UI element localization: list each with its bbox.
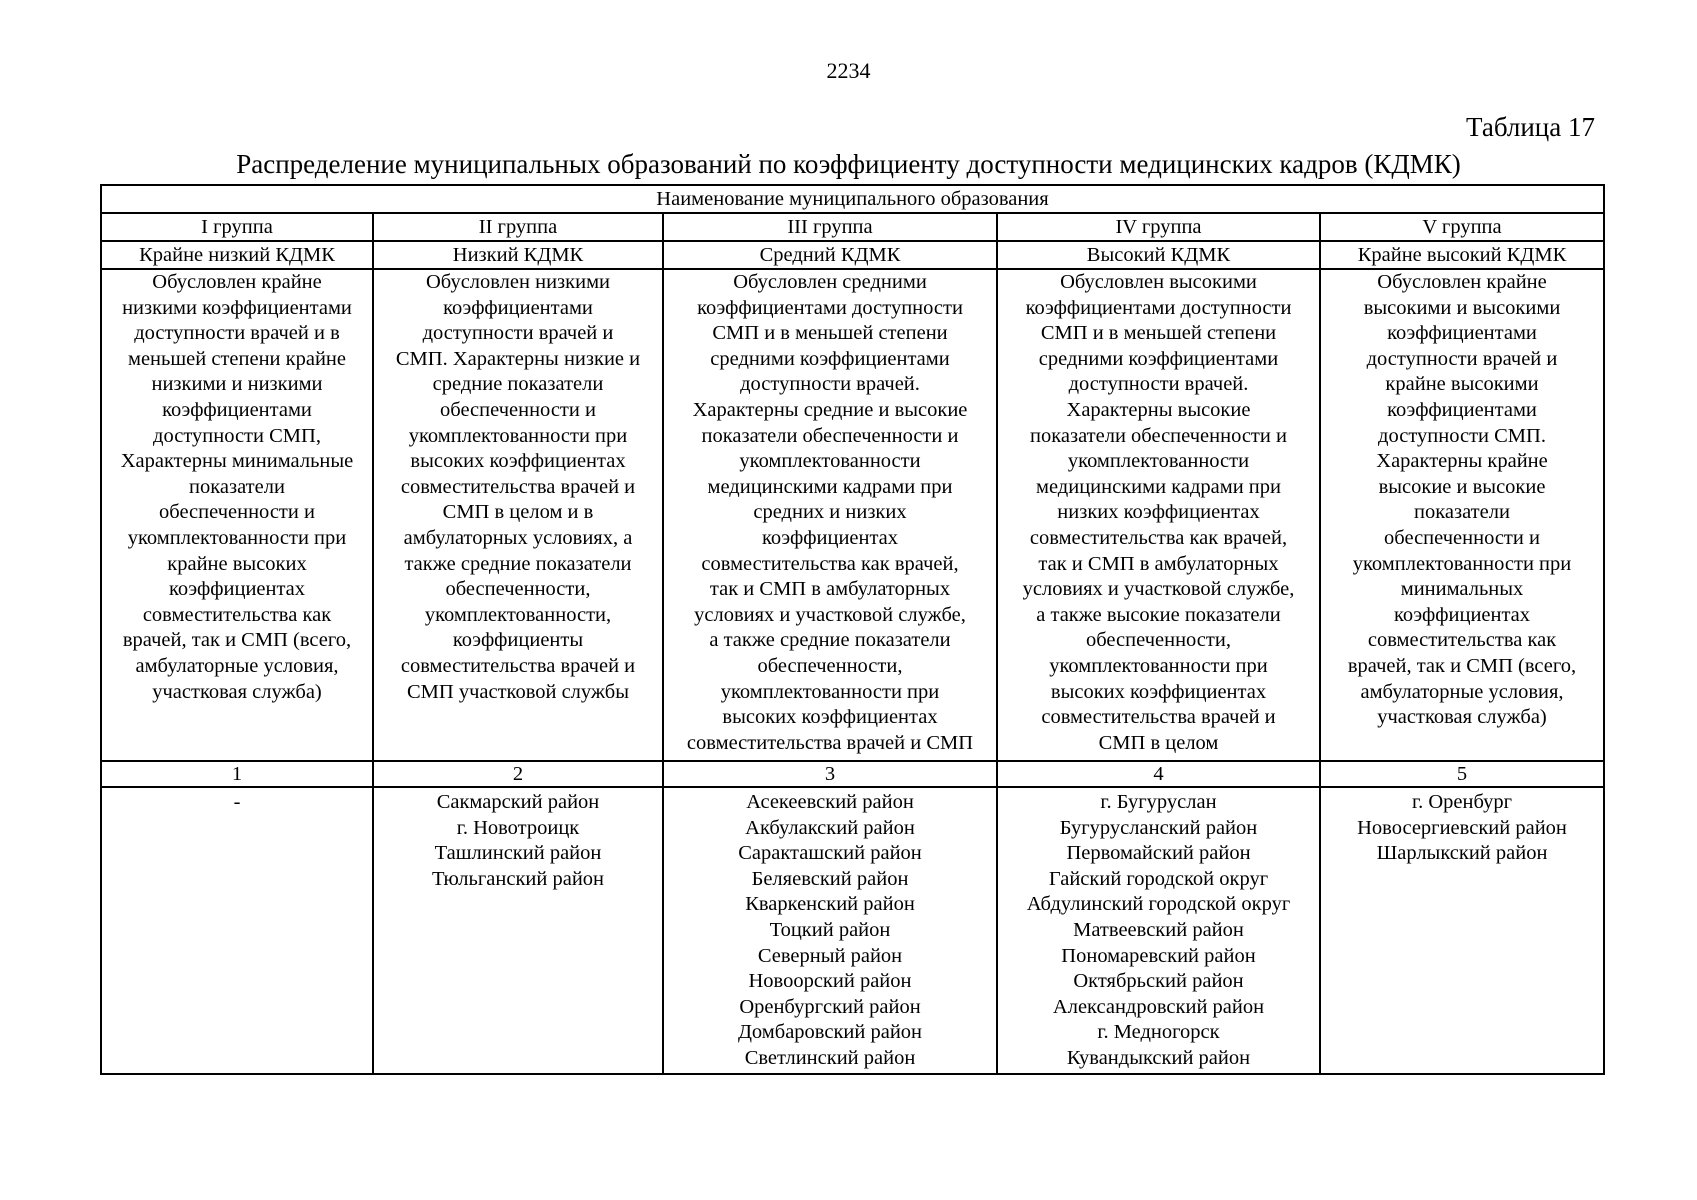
column-number-cell: 5 xyxy=(1320,761,1604,787)
header-cell: Наименование муниципального образования xyxy=(101,185,1604,213)
description-cell: Обусловлен высокими коэффициентами доступности СМП и в меньшей степени средними коэффициентами доступности врачей. Характерны высокие показатели обеспеченности и укомплектованности медицинскими кадрами при низких коэффициентах совместительства как врачей, так и СМП в амбулаторных условиях и участковой службе, а также высокие показатели обеспеченности, укомплектованности при высоких коэффициентах совместительства врачей и СМП в целом xyxy=(997,269,1320,761)
description-cell: Обусловлен крайне высокими и высокими коэффициентами доступности врачей и крайне высокими коэффициентами доступности СМП. Характерны крайне высокие и высокие показатели обеспеченности и укомплектованности при минимальных коэффициентах совместительства как врачей, так и СМП (всего, амбулаторные условия, участковая служба) xyxy=(1320,269,1604,761)
level-cell: Средний КДМК xyxy=(663,241,997,269)
description-cell: Обусловлен крайне низкими коэффициентами доступности врачей и в меньшей степени крайне низкими и низкими коэффициентами доступности СМП, Характерны минимальные показатели обеспеченности и укомплектованности при крайне высоких коэффициентах совместительства как врачей, так и СМП (всего, амбулаторные условия, участковая служба) xyxy=(101,269,373,761)
table-title: Распределение муниципальных образований по коэффициенту доступности медицинских кадров (КДМК) xyxy=(236,149,1461,179)
column-number-cell: 1 xyxy=(101,761,373,787)
description-cell: Обусловлен низкими коэффициентами доступности врачей и СМП. Характерны низкие и средние показатели обеспеченности и укомплектованности при высоких коэффициентах совместительства врачей и СМП в целом и в амбулаторных условиях, а также средние показатели обеспеченности, укомплектованности, коэффициенты совместительства врачей и СМП участковой службы xyxy=(373,269,663,761)
level-cell: Крайне низкий КДМК xyxy=(101,241,373,269)
municipalities-cell: г. Бугуруслан Бугурусланский район Первомайский район Гайский городской округ Абдулинский городской округ Матвеевский район Пономаревский район Октябрьский район Александровский район г. Медногорск Кувандыкский район xyxy=(997,787,1320,1074)
column-number-cell: 2 xyxy=(373,761,663,787)
page-number: 2234 xyxy=(826,58,871,83)
level-cell: Крайне высокий КДМК xyxy=(1320,241,1604,269)
group-name-row xyxy=(101,213,1604,241)
group-name-cell: I группа xyxy=(101,213,373,241)
group-name-cell: IV группа xyxy=(997,213,1320,241)
municipalities-cell: Асекеевский район Акбулакский район Саракташский район Беляевский район Кваркенский район Тоцкий район Северный район Новоорский район Оренбургский район Домбаровский район Светлинский район xyxy=(663,787,997,1074)
level-cell: Высокий КДМК xyxy=(997,241,1320,269)
level-row xyxy=(101,241,1604,269)
municipalities-row xyxy=(101,787,1604,1074)
table-label: Таблица 17 xyxy=(1466,112,1595,142)
description-cell: Обусловлен средними коэффициентами доступности СМП и в меньшей степени средними коэффициентами доступности врачей. Характерны средние и высокие показатели обеспеченности и укомплектованности медицинскими кадрами при средних и низких коэффициентах совместительства как врачей, так и СМП в амбулаторных условиях и участковой службе, а также средние показатели обеспеченности, укомплектованности при высоких коэффициентах совместительства врачей и СМП xyxy=(663,269,997,761)
kdmk-table xyxy=(100,184,1605,1075)
municipalities-cell: Сакмарский район г. Новотроицк Ташлинский район Тюльганский район xyxy=(373,787,663,1074)
description-row xyxy=(101,269,1604,761)
level-cell: Низкий КДМК xyxy=(373,241,663,269)
column-number-row xyxy=(101,761,1604,787)
group-name-cell: II группа xyxy=(373,213,663,241)
table-header-row xyxy=(101,185,1604,213)
group-name-cell: V группа xyxy=(1320,213,1604,241)
group-name-cell: III группа xyxy=(663,213,997,241)
column-number-cell: 4 xyxy=(997,761,1320,787)
municipalities-cell: г. Оренбург Новосергиевский район Шарлыкский район xyxy=(1320,787,1604,1074)
municipalities-cell: - xyxy=(101,787,373,1074)
column-number-cell: 3 xyxy=(663,761,997,787)
